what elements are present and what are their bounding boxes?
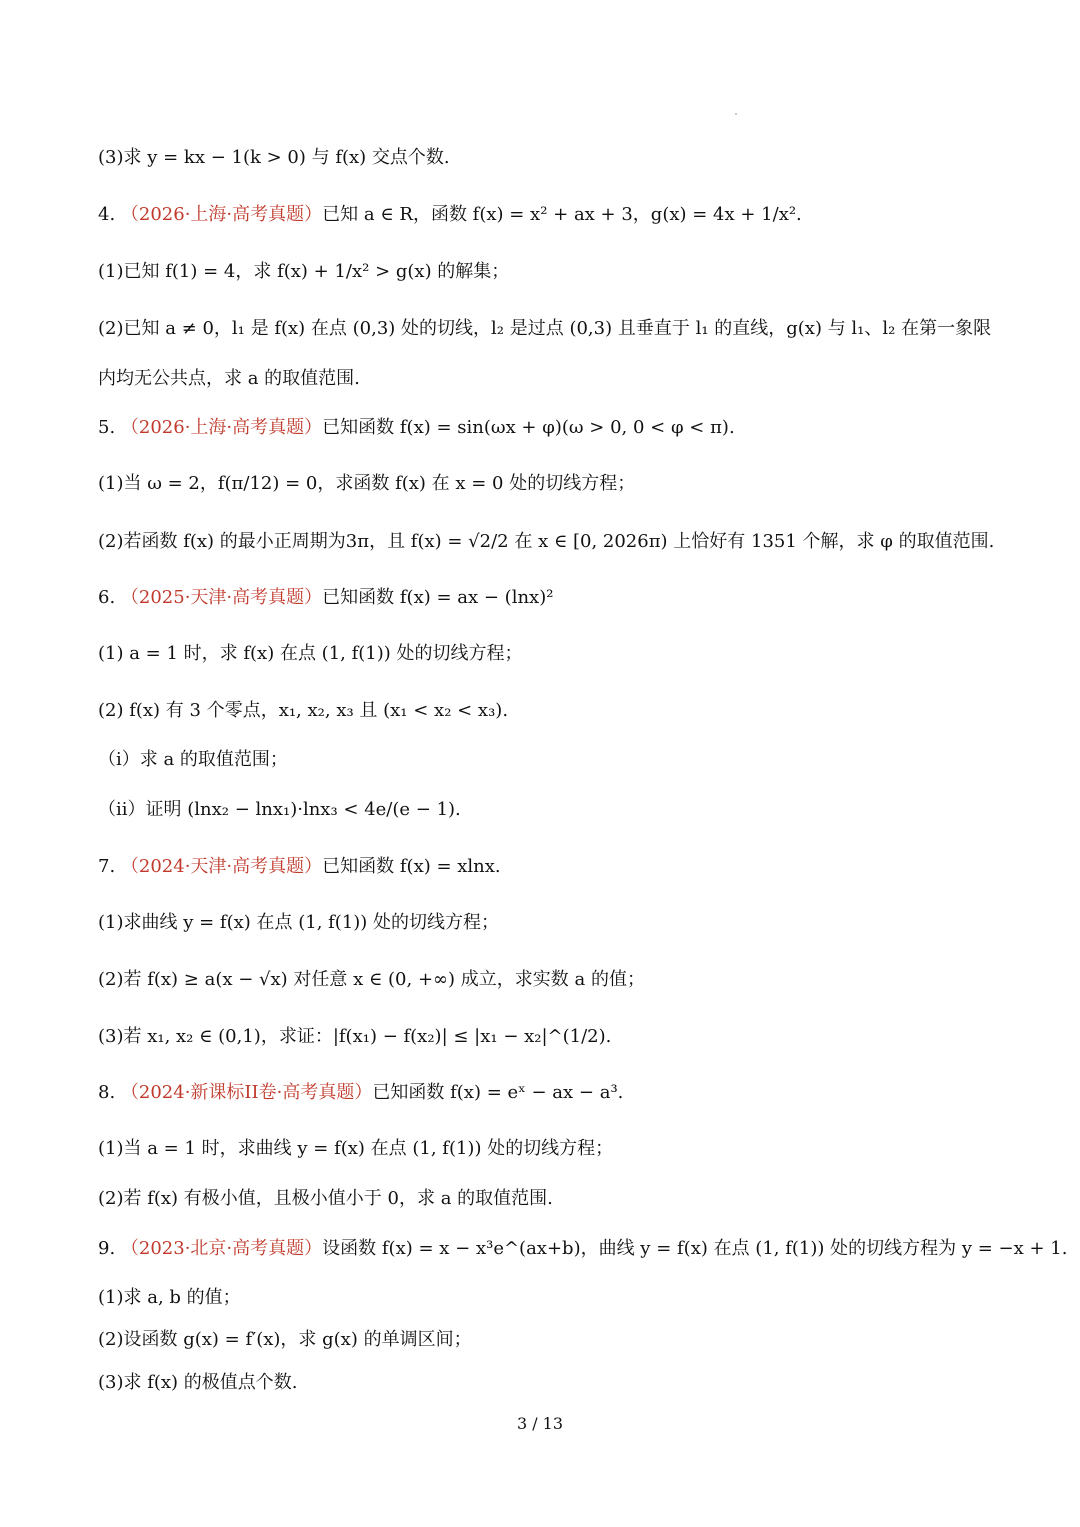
question-8-header: 8. （2024·新课标II卷·高考真题）已知函数 f(x) = eˣ − ax − a³. <box>98 1082 624 1103</box>
question-7-header: 7. （2024·天津·高考真题）已知函数 f(x) = xlnx. <box>98 856 501 877</box>
q9-part2: (2)设函数 g(x) = f′(x)，求 g(x) 的单调区间； <box>98 1329 472 1350</box>
source-tag: （2025·天津·高考真题） <box>120 587 323 608</box>
q4-part2: (2)已知 a ≠ 0，l₁ 是 f(x) 在点 (0,3) 处的切线，l₂ 是过点 (0,3) 且垂直于 l₁ 的直线，g(x) 与 l₁、l₂ 在第一象限 <box>98 318 992 339</box>
q4-part2-cont: 内均无公共点，求 a 的取值范围. <box>98 368 360 389</box>
question-5-header: 5. （2026·上海·高考真题）已知函数 f(x) = sin(ωx + φ)(ω > 0, 0 < φ < π). <box>98 417 735 438</box>
q6-part2: (2) f(x) 有 3 个零点，x₁, x₂, x₃ 且 (x₁ < x₂ < x₃). <box>98 700 509 721</box>
q7-part2: (2)若 f(x) ≥ a(x − √x) 对任意 x ∈ (0, +∞) 成立，求实数 a 的值； <box>98 969 645 990</box>
q8-part2: (2)若 f(x) 有极小值，且极小值小于 0，求 a 的取值范围. <box>98 1188 553 1209</box>
q5-part2: (2)若函数 f(x) 的最小正周期为3π，且 f(x) = √2/2 在 x ∈ [0, 2026π) 上恰好有 1351 个解，求 φ 的取值范围. <box>98 531 995 552</box>
q7-part3: (3)若 x₁, x₂ ∈ (0,1)，求证：|f(x₁) − f(x₂)| ≤ |x₁ − x₂|^(1/2). <box>98 1026 612 1047</box>
q3-part3: (3)求 y = kx − 1(k > 0) 与 f(x) 交点个数. <box>98 147 450 168</box>
q7-part1: (1)求曲线 y = f(x) 在点 (1, f(1)) 处的切线方程； <box>98 912 500 933</box>
q6-part1: (1) a = 1 时，求 f(x) 在点 (1, f(1)) 处的切线方程； <box>98 643 523 664</box>
page-number: 3 / 13 <box>516 1414 564 1433</box>
q9-part3: (3)求 f(x) 的极值点个数. <box>98 1372 298 1393</box>
scan-speck <box>735 113 737 115</box>
q8-part1: (1)当 a = 1 时，求曲线 y = f(x) 在点 (1, f(1)) 处的切线方程； <box>98 1138 614 1159</box>
q9-part1: (1)求 a, b 的值； <box>98 1287 241 1308</box>
question-6-header: 6. （2025·天津·高考真题）已知函数 f(x) = ax − (lnx)² <box>98 587 554 608</box>
q6-part2-ii: （ii）证明 (lnx₂ − lnx₁)·lnx₃ < 4e/(e − 1). <box>98 799 461 820</box>
question-4-header: 4. （2026·上海·高考真题）已知 a ∈ R，函数 f(x) = x² + ax + 3，g(x) = 4x + 1/x². <box>98 204 802 225</box>
q4-part1: (1)已知 f(1) = 4，求 f(x) + 1/x² > g(x) 的解集； <box>98 261 510 282</box>
source-tag: （2023·北京·高考真题） <box>120 1238 323 1259</box>
q6-part2-i: （i）求 a 的取值范围； <box>98 749 288 770</box>
source-tag: （2026·上海·高考真题） <box>120 204 323 225</box>
question-9-header: 9. （2023·北京·高考真题）设函数 f(x) = x − x³e^(ax+b)，曲线 y = f(x) 在点 (1, f(1)) 处的切线方程为 y = −x + 1. <box>98 1238 1068 1259</box>
q5-part1: (1)当 ω = 2，f(π/12) = 0，求函数 f(x) 在 x = 0 处的切线方程； <box>98 473 636 494</box>
source-tag: （2024·天津·高考真题） <box>120 856 323 877</box>
source-tag: （2026·上海·高考真题） <box>120 417 323 438</box>
source-tag: （2024·新课标II卷·高考真题） <box>120 1082 373 1103</box>
